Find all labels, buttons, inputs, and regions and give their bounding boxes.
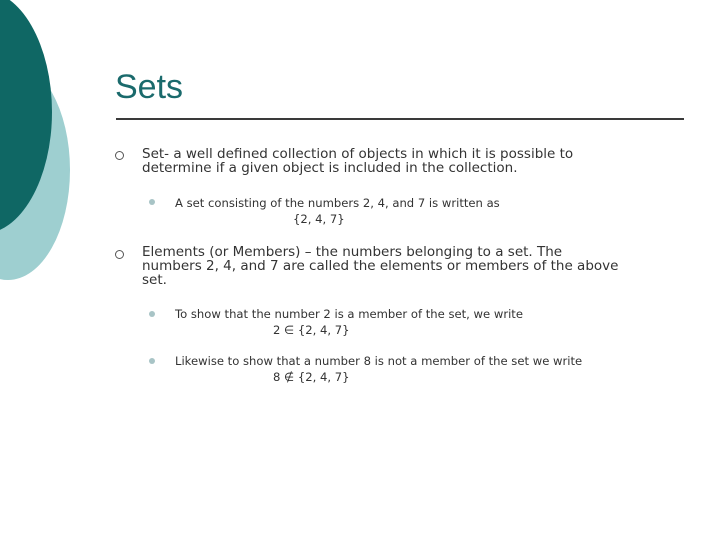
- bullet-hollow-circle-icon: [115, 250, 124, 259]
- subitem-member: [175, 306, 523, 338]
- bullet-dot-icon: [149, 311, 155, 317]
- bullet-dot-icon: [149, 358, 155, 364]
- subitem-notation: [175, 195, 500, 227]
- bullet-hollow-circle-icon: [115, 151, 124, 160]
- subitem-member-line-1: To show that the number 2 is a member of the set, we write: [175, 307, 523, 321]
- item-elements: [142, 245, 618, 287]
- title-underline: [116, 118, 684, 120]
- item-definition: [142, 147, 573, 175]
- subitem-notation-line-2: {2, 4, 7}: [293, 212, 345, 226]
- subitem-notation-line-1: A set consisting of the numbers 2, 4, and 7 is written as: [175, 196, 500, 210]
- subitem-not-member: [175, 353, 582, 385]
- subitem-not-member-line-2: 8 ∉ {2, 4, 7}: [273, 370, 350, 384]
- slide-title: Sets: [115, 68, 184, 106]
- decorative-circles: [0, 0, 120, 300]
- bullet-dot-icon: [149, 199, 155, 205]
- item-elements-line-2: numbers 2, 4, and 7 are called the elements or members of the above: [142, 258, 619, 274]
- subitem-not-member-line-1: Likewise to show that a number 8 is not a member of the set we write: [175, 354, 583, 368]
- subitem-member-line-2: 2 ∈ {2, 4, 7}: [273, 323, 350, 337]
- item-definition-line-2: determine if a given object is included in the collection.: [142, 160, 518, 176]
- item-definition-line-1: Set- a well defined collection of objects in which it is possible to: [142, 146, 574, 162]
- item-elements-line-3: set.: [142, 272, 167, 288]
- item-elements-line-1: Elements (or Members) – the numbers belonging to a set. The: [142, 244, 563, 260]
